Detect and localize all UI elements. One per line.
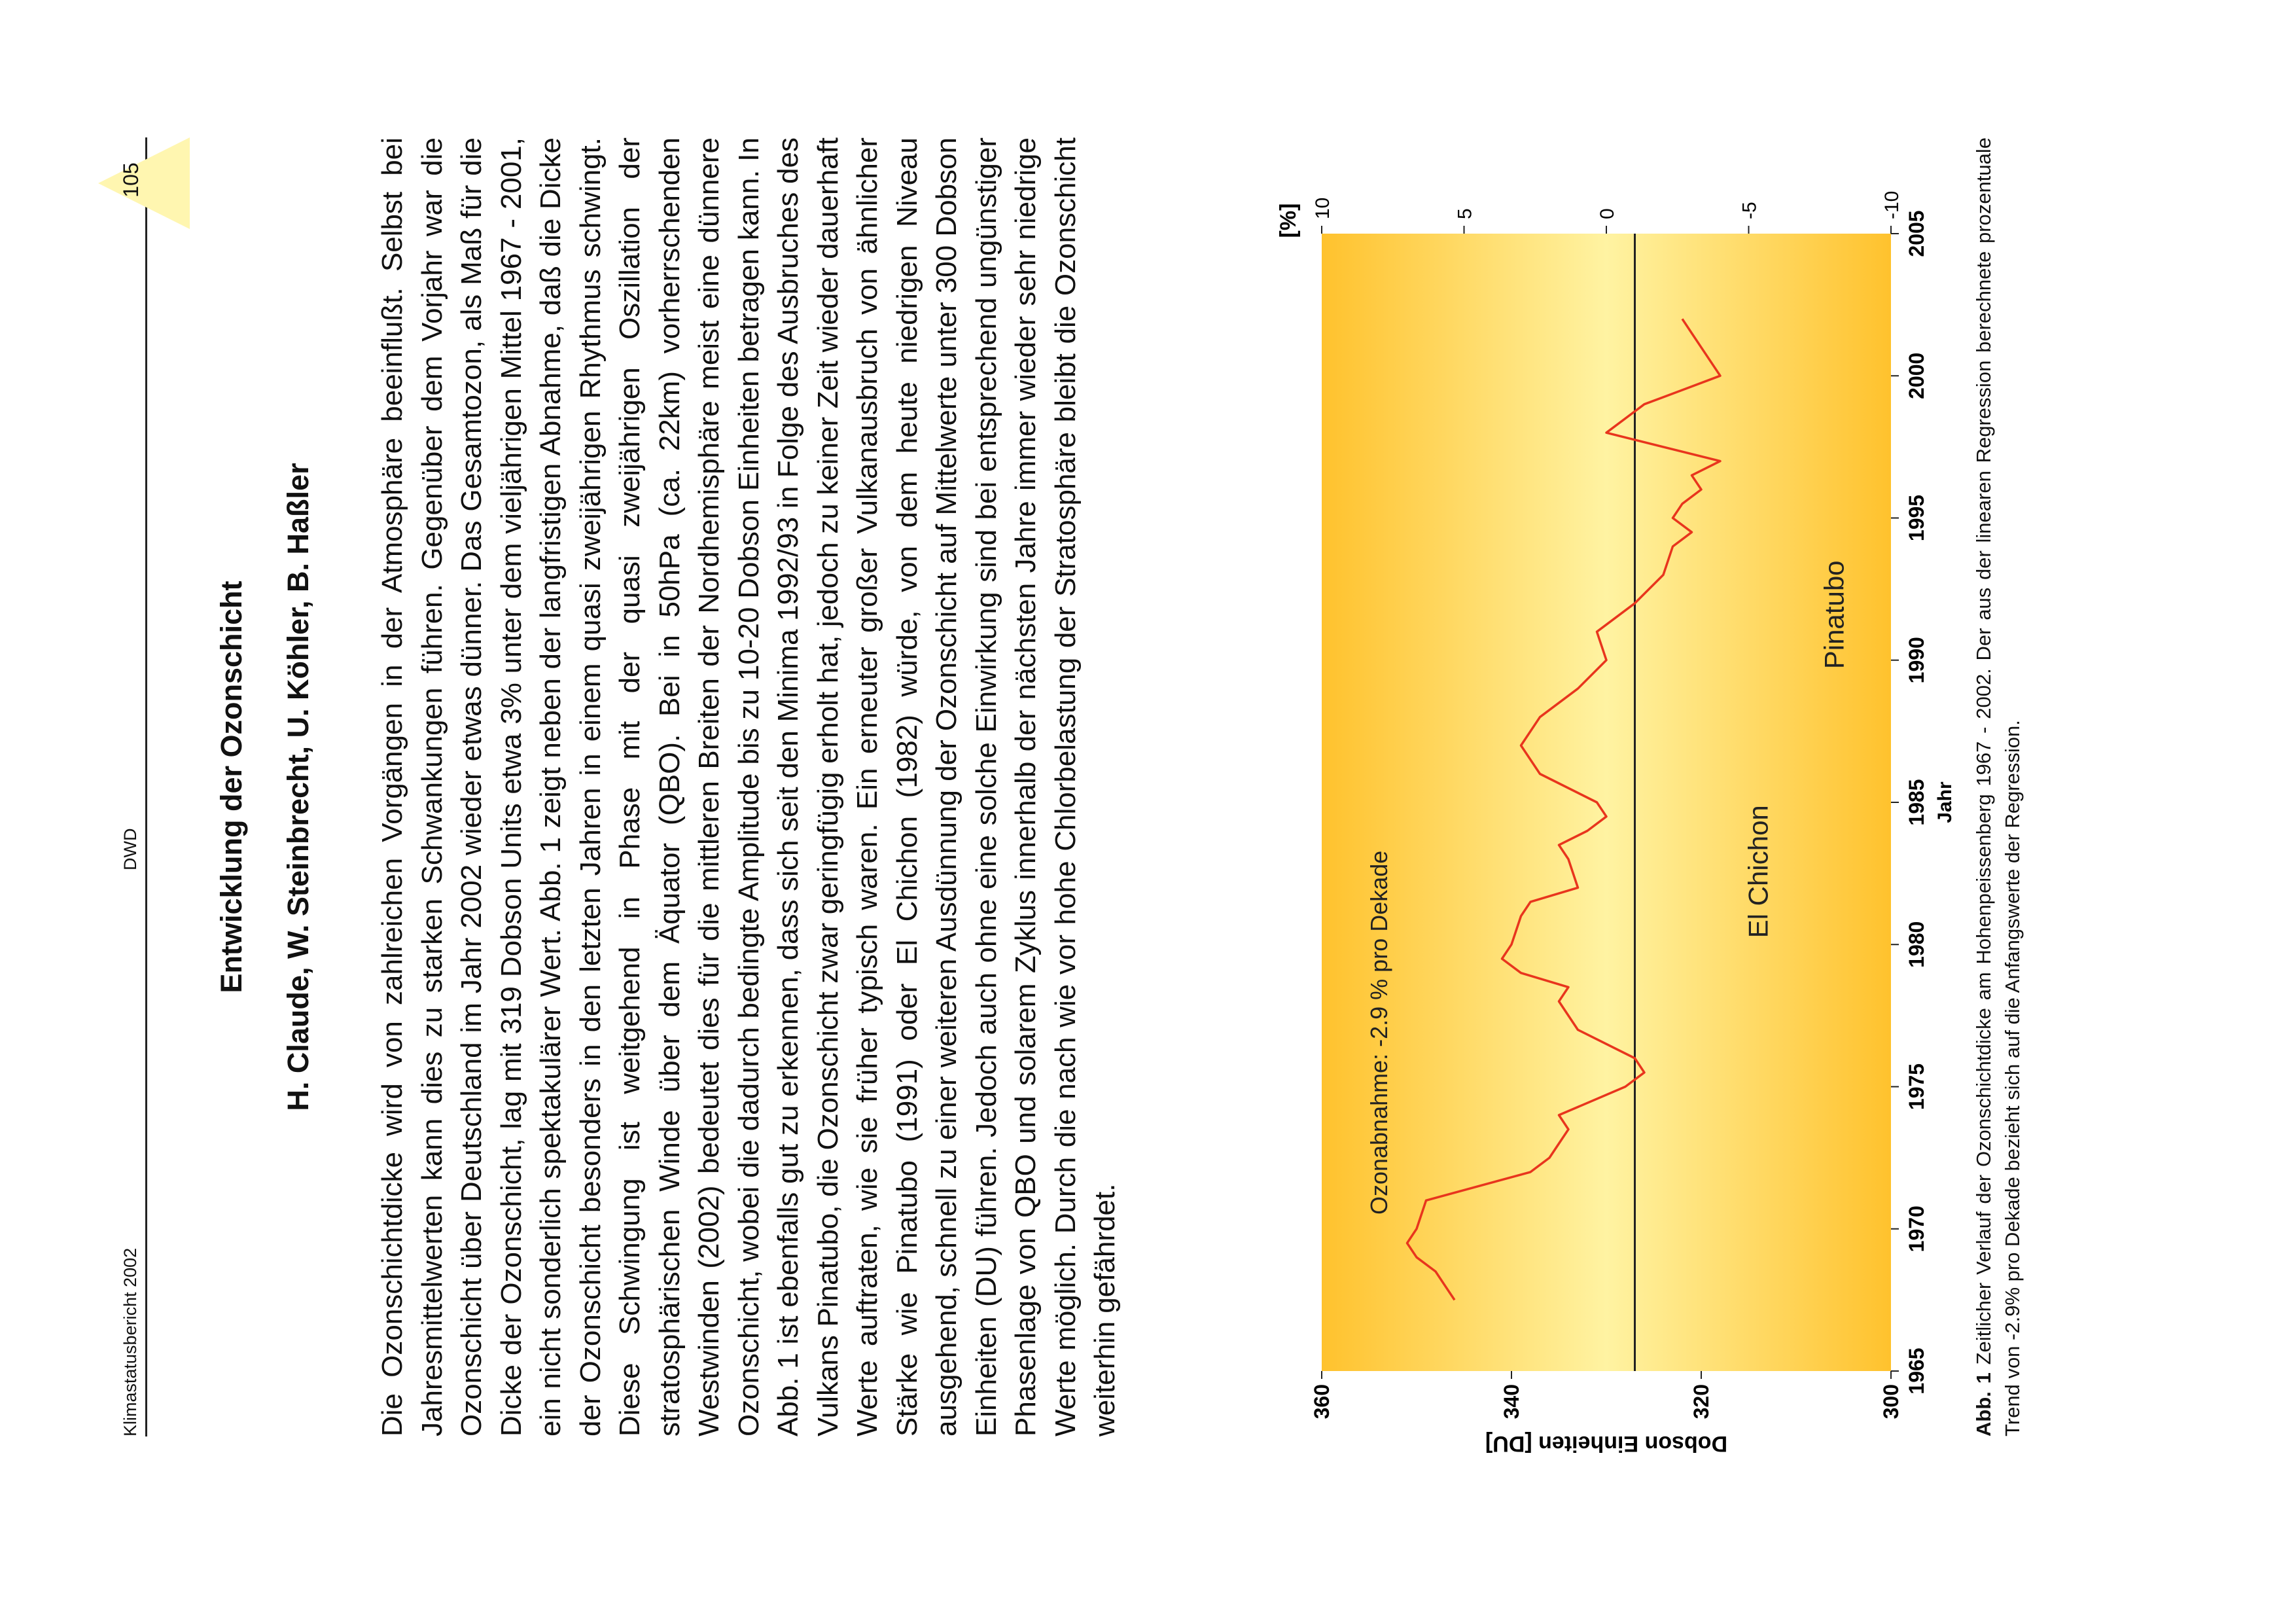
el-chichon-annotation: El Chichon [1742,805,1774,938]
y-axis-label: Dobson Einheiten [DU] [1485,1431,1728,1456]
figure-caption [1969,137,2027,1436]
y2-tick-label: 5 [1454,208,1476,219]
y-tick-label: 300 [1879,1384,1903,1419]
article-authors: H. Claude, W. Steinbrecht, U. Köhler, B. Haßler [281,463,315,1111]
x-tick-label: 1975 [1905,1063,1928,1111]
x-tick-label: 1965 [1905,1347,1928,1395]
page-number: 105 [119,162,143,198]
y2-tick-label: -10 [1881,190,1903,219]
x-axis-label: Jahr [1934,781,1956,823]
x-tick-label: 1970 [1905,1205,1928,1253]
ozone-chart [1237,137,1956,1456]
x-tick-label: 1985 [1905,779,1928,826]
y2-tick-label: 0 [1597,208,1618,219]
y2-tick-label: 10 [1312,197,1333,219]
page-corner-tab [98,137,190,229]
x-tick-label: 1980 [1905,921,1928,968]
trend-annotation: Ozonabnahme: -2.9 % pro Dekade [1366,850,1392,1215]
header-publisher: DWD [120,828,140,870]
x-tick-label: 2005 [1905,210,1928,257]
pinatubo-annotation: Pinatubo [1818,560,1850,669]
article-body: Die Ozonschichtdicke wird von zahlreichen Vorgängen in der Atmosphäre beeinflußt. Selbst bei Jahresmittelwerten kann dies zu starken Schwankungen führen. Gegenüber dem Vorjahr war die Ozonschicht über Deutschland im Jahr 2002 wieder etwas dünner. Das Gesamtozon, als Maß für die Dicke der Ozonschicht, lag mit 319 Dobson Units etwa 3% unter dem vieljährigen Mittel 1967 - 2001, ein nicht sonderlich spektakulärer Wert. Abb. 1 zeigt neben der langfristigen Abnahme, daß die Dicke der Ozonschicht besonders in den letzten Jahren in einem quasi zweijährigen Rhythmus schwingt. Diese Schwingung ist weitgehend in Phase mit der quasi zweijährigen Oszillation der stratosphärischen Winde über dem Äquator (QBO). Bei in 50hPa (ca. 22km) vorherrschenden Westwinden (2002) bedeutet dies für die mittleren Breiten der Nordhemisphäre meist eine dünnere Ozonschicht, wobei die dadurch bedingte Amplitude bis zu 10-20 Dobson Einheiten betragen kann. In Abb. 1 ist ebenfalls gut zu erkennen, dass sich seit den Minima 1992/93 in Folge des Ausbruches des Vulkans Pinatubo, die Ozonschicht zwar geringfügig erholt hat, jedoch zu keiner Zeit wieder dauerhaft Werte auftraten, wie sie früher typisch waren. Ein erneuter großer Vulkanausbruch von ähnlicher Stärke wie Pinatubo (1991) oder El Chichon (1982) würde, von dem heute niedrigen Niveau ausgehend, schnell zu einer weiteren Ausdünnung der Ozonschicht auf Mittelwerte unter 300 Dobson Einheiten (DU) führen. Jedoch auch ohne eine solche Einwirkung sind bei entsprechend ungünstiger Phasenlage von QBO und solarem Zyklus innerhalb der nächsten Jahre immer wieder sehr niedrige Werte möglich. Durch die nach wie vor hohe Chlorbelastung der Stratosphäre bleibt die Ozonschicht weiterhin gefährdet. [376,137,1121,1436]
y-tick-label: 320 [1689,1384,1713,1419]
x-tick-label: 1990 [1905,637,1928,684]
plot-area [1322,234,1891,1371]
y-tick-label: 360 [1310,1384,1333,1419]
y2-axis-label: [%] [1276,203,1301,238]
x-tick-label: 2000 [1905,352,1928,399]
x-tick-label: 1995 [1905,494,1928,542]
caption-label: Abb. 1 [1972,1372,1995,1436]
y2-tick-label: -5 [1739,202,1761,219]
article-title: Entwicklung der Ozonschicht [215,580,248,993]
header-rule [145,137,147,1436]
caption-text: Zeitlicher Verlauf der Ozonschichtdicke am Hohenpeissenberg 1967 - 2002. Der aus der linearen Regression berechnete prozentuale Trend von -2.9% pro Dekade bezieht sich auf die Anfangswerte der Regression. [1972,137,2024,1436]
header-report-name: Klimastatusbericht 2002 [120,1247,140,1436]
y-tick-label: 340 [1500,1384,1523,1419]
